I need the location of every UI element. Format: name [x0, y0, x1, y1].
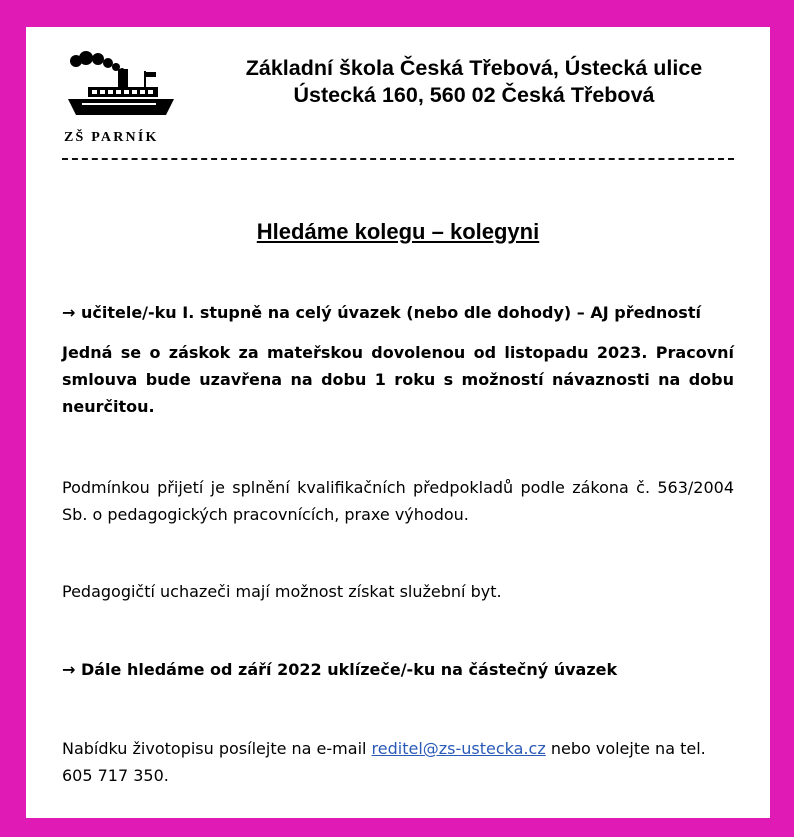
position-details: Jedná se o záskok za mateřskou dovolenou od listopadu 2023. Pracovní smlouva bude uzavřena na dobu 1 roku s možností návaznosti na dobu neurčitou. — [62, 343, 734, 416]
school-name: Základní škola Česká Třebová, Ústecká ulice — [245, 56, 703, 80]
school-header — [194, 55, 754, 109]
school-address: Ústecká 160, 560 02 Česká Třebová — [293, 83, 655, 107]
header-divider — [62, 158, 734, 160]
document-page — [26, 27, 770, 818]
position-primary: → učitele/-ku I. stupně na celý úvazek (nebo dle dohody) – AJ předností — [62, 303, 701, 322]
contact-prefix: Nabídku životopisu posílejte na e-mail — [62, 739, 372, 758]
housing-text: Pedagogičtí uchazeči mají možnost získat služební byt. — [62, 582, 502, 601]
steamboat-icon — [62, 51, 178, 119]
requirements-text: Podmínkou přijetí je splnění kvalifikačních předpokladů podle zákona č. 563/2004 Sb. o pedagogických pracovnících, praxe výhodou. — [62, 478, 734, 524]
contact-text — [62, 735, 734, 789]
position-secondary: → Dále hledáme od září 2022 uklízeče/-ku na částečný úvazek — [62, 660, 618, 679]
contact-suffix: nebo volejte na tel. 605 717 350. — [62, 739, 706, 785]
email-link[interactable]: reditel@zs-ustecka.cz — [371, 739, 546, 758]
logo-text: ZŠ PARNÍK — [64, 130, 159, 145]
page-title: Hledáme kolegu – kolegyni — [256, 219, 540, 244]
